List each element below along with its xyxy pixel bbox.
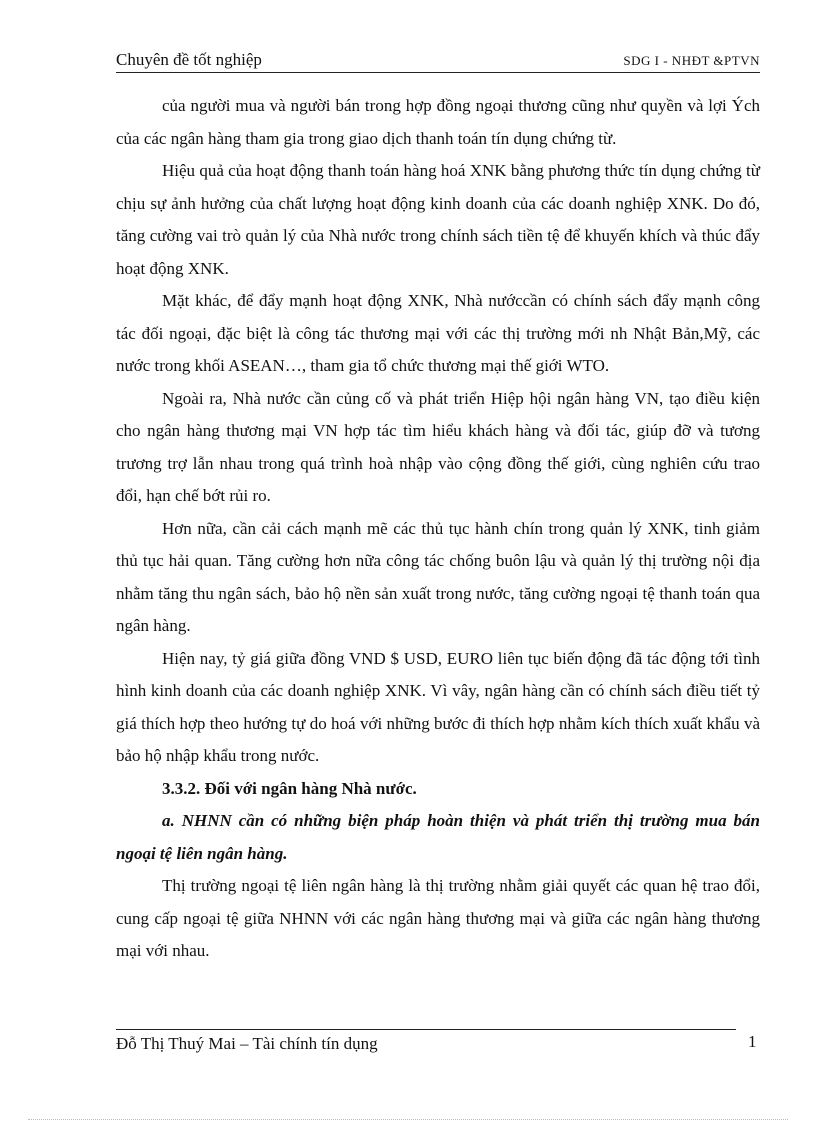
subsection-heading: a. NHNN cần có những biện pháp hoàn thiện và phát triển thị trường mua bán ngoại tệ liên ngân hàng. [116,811,760,863]
header-title: Chuyên đề tốt nghiệp [116,50,262,69]
document-body [116,90,760,968]
paragraph-2: Hiệu quả của hoạt động thanh toán hàng hoá XNK bằng phương thức tín dụng chứng từ chịu sự ảnh hưởng của chất lượng hoạt động kinh doanh của các doanh nghiệp XNK. Do đó, tăng cường vai trò quản lý của Nhà nước trong chính sách tiền tệ để khuyến khích và thúc đẩy hoạt động XNK. [116,161,760,278]
section-heading: 3.3.2. Đối với ngân hàng Nhà nước. [162,778,417,798]
paragraph-3: Mặt khác, để đẩy mạnh hoạt động XNK, Nhà nướccần có chính sách đẩy mạnh công tác đối ngoại, đặc biệt là công tác thương mại với các thị trường mới nh Nhật Bản,Mỹ, các nước trong khối ASEAN…, tham gia tổ chức thương mại thế giới WTO. [116,291,760,375]
paragraph-1: của người mua và người bán trong hợp đồng ngoại thương cũng như quyền và lợi Ých của các ngân hàng tham gia trong giao dịch thanh toán tín dụng chứng từ. [116,96,760,148]
page-header [116,50,760,73]
paragraph-5: Hơn nữa, cần cải cách mạnh mẽ các thủ tục hành chín trong quản lý XNK, tinh giảm thủ tục hải quan. Tăng cường hơn nữa công tác chống buôn lậu và quản lý thị trường nội địa nhằm tăng thu ngân sách, bảo hộ nền sản xuất trong nước, tăng cường ngoại tệ thanh toán qua ngân hàng. [116,518,760,635]
paragraph-4: Ngoài ra, Nhà nước cần củng cố và phát triển Hiệp hội ngân hàng VN, tạo điều kiện cho ngân hàng thương mại VN hợp tác tìm hiểu khách hàng và đối tác, giúp đỡ và tương trương trợ lẫn nhau trong quá trình hoà nhập vào cộng đồng thế giới, cùng nghiên cứu trao đổi, hạn chế bớt rủi ro. [116,388,760,505]
paragraph-7: Thị trường ngoại tệ liên ngân hàng là thị trường nhằm giải quyết các quan hệ trao đổi, cung cấp ngoại tệ giữa NHNN với các ngân hàng thương mại và giữa các ngân hàng thương mại với nhau. [116,876,760,960]
page-number: 1 [748,1032,757,1051]
footer-divider [116,1029,736,1030]
header-institution: SDG I - NHĐT &PTVN [623,53,760,68]
page-bottom-edge [28,1119,788,1120]
footer-author: Đỗ Thị Thuý Mai – Tài chính tín dụng [116,1034,378,1053]
paragraph-6: Hiện nay, tỷ giá giữa đồng VND $ USD, EURO liên tục biến động đã tác động tới tình hình kinh doanh của các doanh nghiệp XNK. Vì vây, ngân hàng cần có chính sách điều tiết tỷ giá thích hợp theo hướng tự do hoá với những bước đi thích hợp nhằm kích thích xuất khẩu và bảo hộ nhập khẩu trong nước. [116,648,760,765]
